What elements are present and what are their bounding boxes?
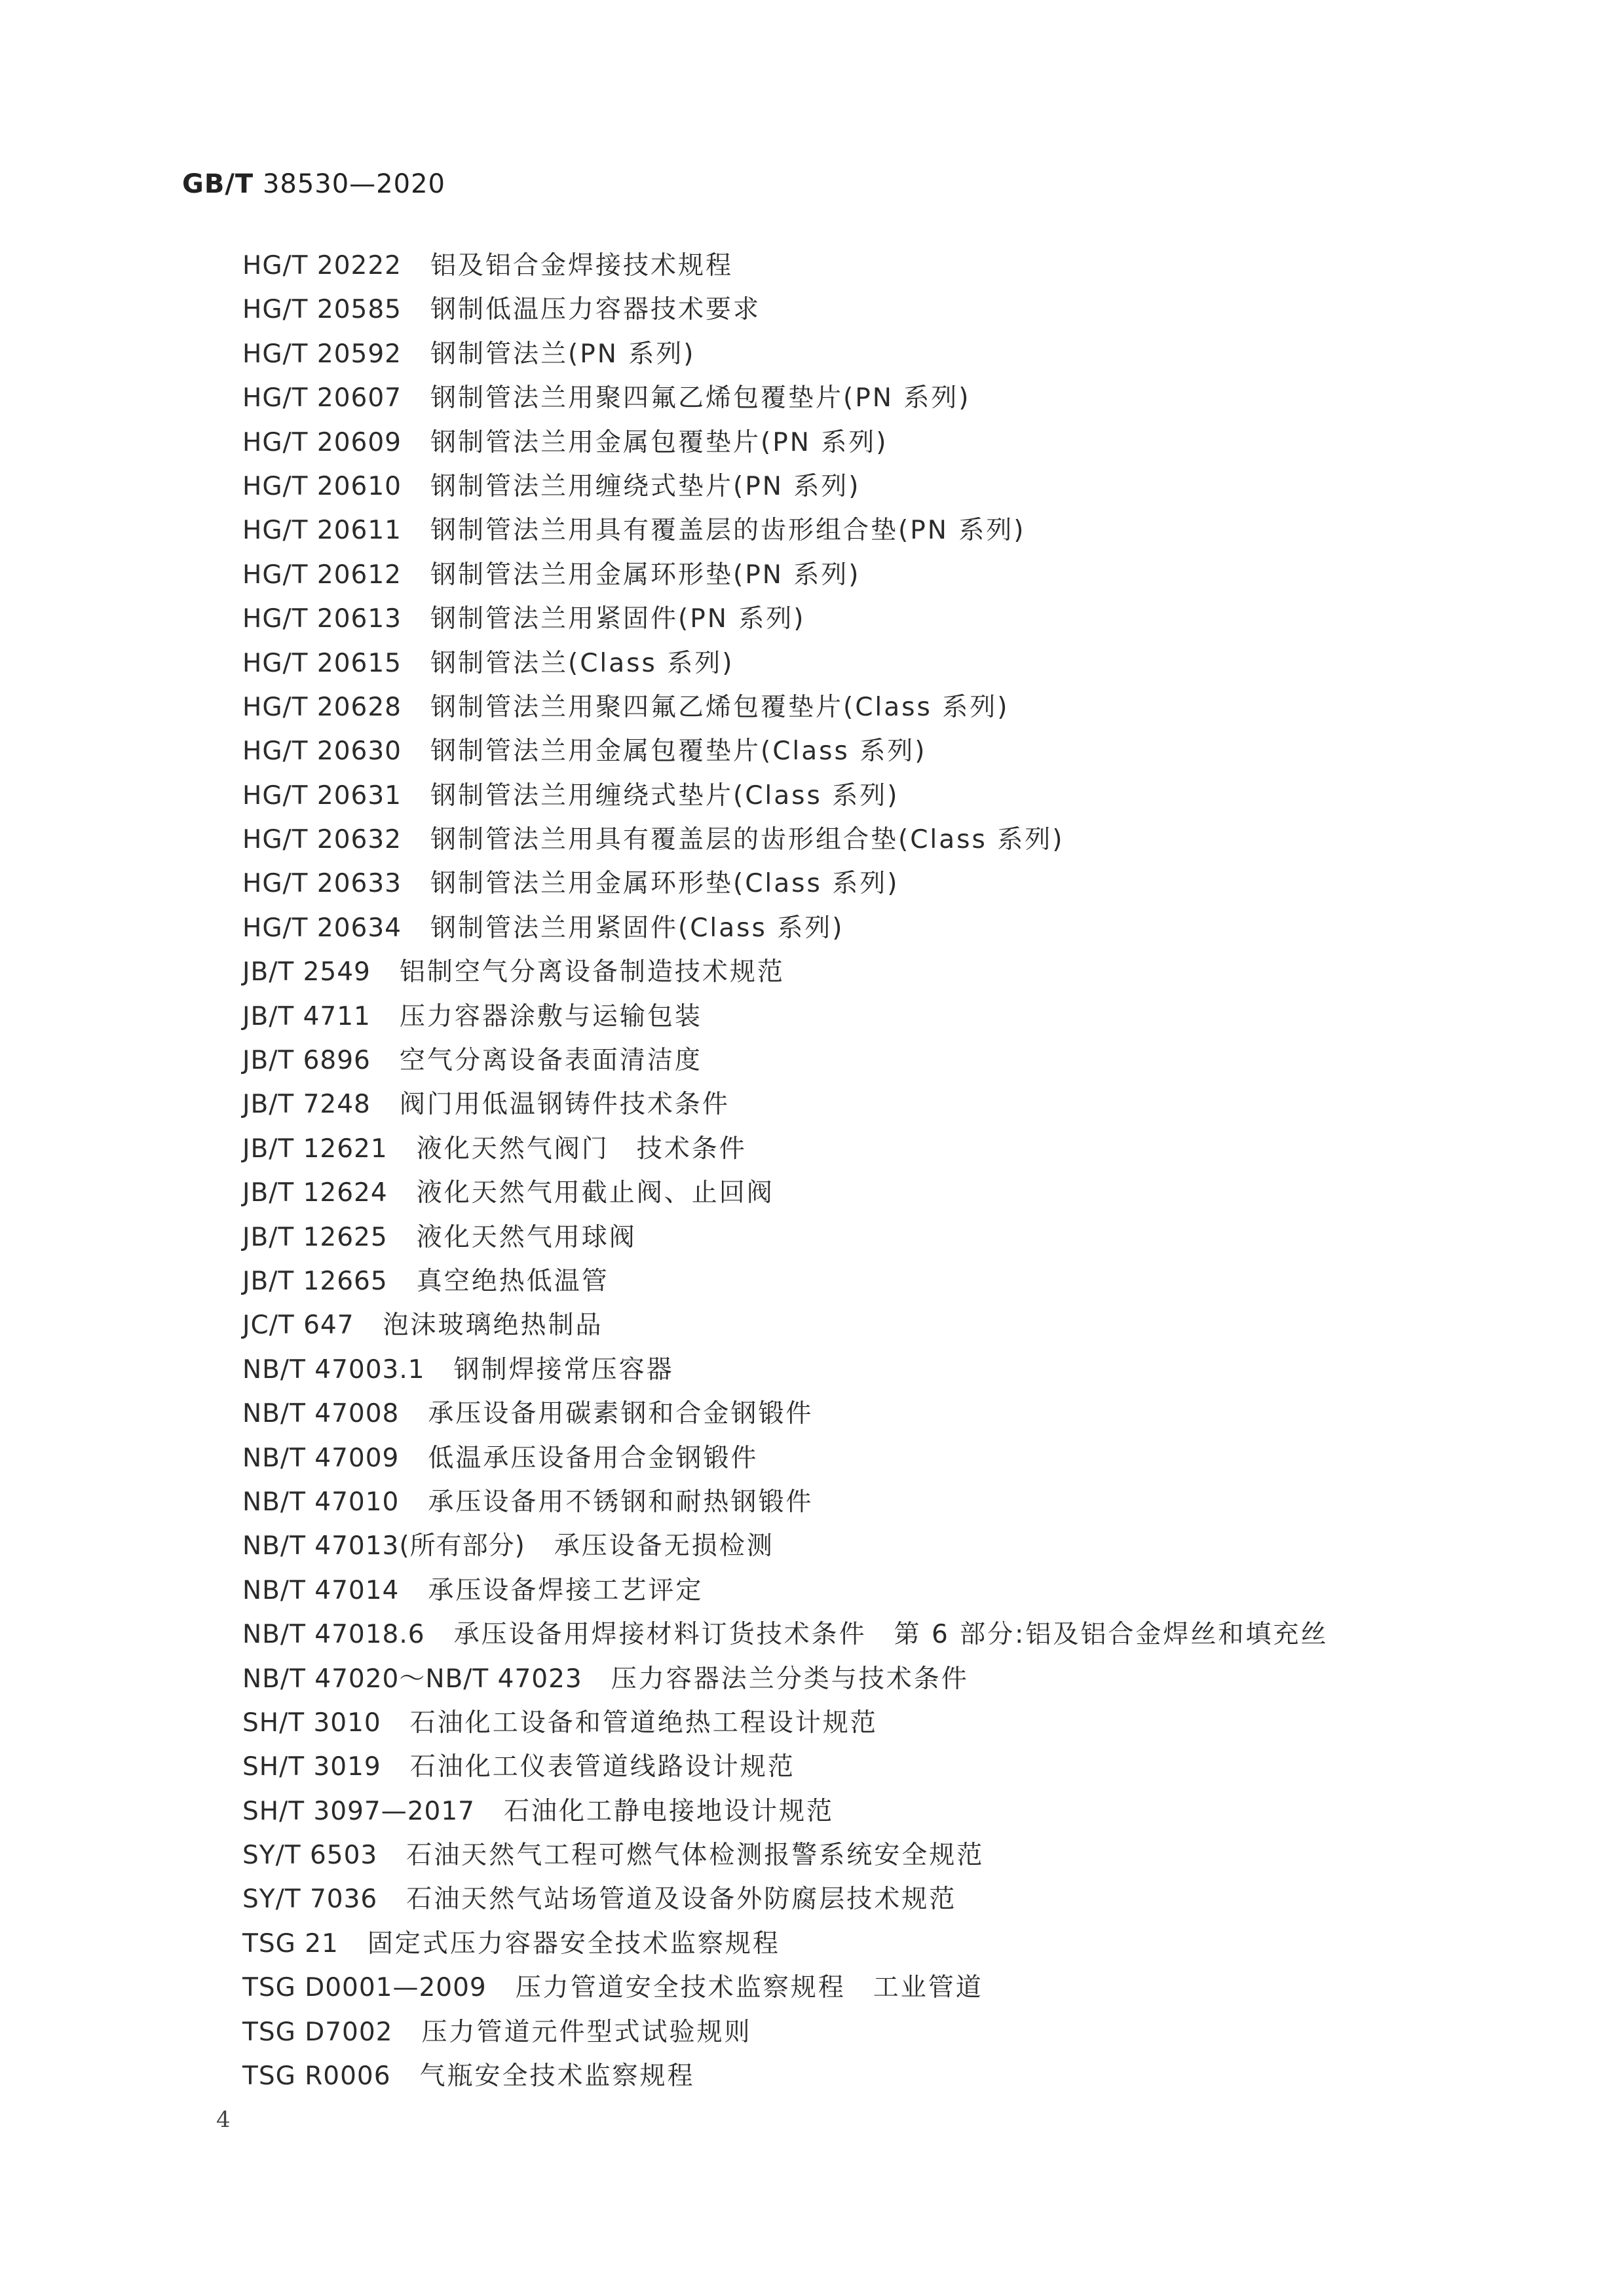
reference-title: 钢制管法兰用聚四氟乙烯包覆垫片(Class 系列) bbox=[430, 692, 1010, 722]
reference-item bbox=[242, 1877, 1553, 1921]
reference-title: 承压设备用碳素钢和合金钢锻件 bbox=[428, 1399, 814, 1429]
reference-title: 钢制管法兰用具有覆盖层的齿形组合垫(PN 系列) bbox=[430, 516, 1026, 546]
reference-standard-number: TSG D0001—2009 bbox=[242, 1973, 487, 2003]
reference-title: 石油天然气站场管道及设备外防腐层技术规范 bbox=[406, 1885, 957, 1915]
reference-item bbox=[242, 465, 1553, 508]
reference-title: 铝制空气分离设备制造技术规范 bbox=[399, 957, 785, 987]
reference-standard-number: HG/T 20634 bbox=[242, 913, 402, 943]
reference-standard-number: HG/T 20612 bbox=[242, 560, 402, 590]
reference-title: 液化天然气用球阀 bbox=[416, 1222, 637, 1252]
reference-standard-number: HG/T 20609 bbox=[242, 427, 402, 457]
page-number: 4 bbox=[216, 2107, 231, 2133]
reference-title: 钢制管法兰用具有覆盖层的齿形组合垫(Class 系列) bbox=[430, 825, 1065, 855]
reference-item bbox=[242, 421, 1553, 465]
reference-item bbox=[242, 1966, 1553, 2010]
reference-title: 石油化工静电接地设计规范 bbox=[503, 1796, 834, 1826]
reference-item bbox=[242, 1171, 1553, 1215]
reference-standard-number: HG/T 20633 bbox=[242, 869, 402, 899]
reference-item bbox=[242, 818, 1553, 862]
reference-item bbox=[242, 1436, 1553, 1480]
reference-standard-number: HG/T 20632 bbox=[242, 825, 402, 855]
reference-title: 钢制低温压力容器技术要求 bbox=[430, 295, 761, 325]
reference-item bbox=[242, 906, 1553, 950]
reference-item bbox=[242, 862, 1553, 906]
reference-title: 石油化工设备和管道绝热工程设计规范 bbox=[409, 1708, 878, 1738]
reference-item bbox=[242, 1392, 1553, 1436]
reference-item bbox=[242, 553, 1553, 597]
reference-item bbox=[242, 1303, 1553, 1347]
reference-item bbox=[242, 332, 1553, 376]
reference-title: 压力管道安全技术监察规程 工业管道 bbox=[515, 1973, 983, 2003]
reference-item bbox=[242, 288, 1553, 332]
reference-standard-number: HG/T 20222 bbox=[242, 251, 402, 280]
reference-title: 压力管道元件型式试验规则 bbox=[421, 2017, 752, 2047]
reference-item bbox=[242, 1613, 1553, 1656]
standard-number: 38530—2020 bbox=[262, 169, 445, 199]
reference-standard-number: TSG D7002 bbox=[242, 2017, 393, 2047]
reference-standard-number: TSG R0006 bbox=[242, 2061, 391, 2092]
reference-title: 钢制管法兰用缠绕式垫片(PN 系列) bbox=[430, 471, 861, 501]
reference-item bbox=[242, 774, 1553, 818]
reference-title: 液化天然气阀门 技术条件 bbox=[416, 1134, 747, 1164]
reference-title: 压力容器涂敷与运输包装 bbox=[399, 1001, 702, 1031]
reference-item bbox=[242, 597, 1553, 641]
reference-standard-number: JB/T 12621 bbox=[242, 1134, 388, 1164]
reference-standard-number: SH/T 3010 bbox=[242, 1708, 381, 1738]
reference-standard-number: JB/T 12665 bbox=[242, 1266, 388, 1296]
reference-title: 钢制管法兰用缠绕式垫片(Class 系列) bbox=[430, 780, 899, 811]
reference-title: 钢制管法兰用金属包覆垫片(Class 系列) bbox=[430, 737, 927, 767]
reference-title: 承压设备焊接工艺评定 bbox=[428, 1575, 704, 1605]
reference-title: 石油化工仪表管道线路设计规范 bbox=[409, 1752, 795, 1782]
reference-standard-number: SH/T 3019 bbox=[242, 1752, 381, 1782]
reference-standard-number: HG/T 20613 bbox=[242, 604, 402, 634]
reference-title: 钢制管法兰(Class 系列) bbox=[430, 648, 734, 678]
reference-title: 钢制管法兰用金属环形垫(Class 系列) bbox=[430, 869, 899, 899]
reference-standard-number: TSG 21 bbox=[242, 1928, 339, 1959]
reference-title: 钢制管法兰用紧固件(Class 系列) bbox=[430, 913, 844, 943]
reference-item bbox=[242, 1348, 1553, 1392]
reference-title: 气瓶安全技术监察规程 bbox=[419, 2061, 695, 2092]
reference-title: 承压设备无损检测 bbox=[554, 1531, 774, 1561]
reference-standard-number: NB/T 47014 bbox=[242, 1575, 400, 1605]
reference-standard-number: JB/T 12624 bbox=[242, 1178, 388, 1208]
reference-title: 承压设备用焊接材料订货技术条件 第 6 部分:铝及铝合金焊丝和填充丝 bbox=[453, 1620, 1329, 1650]
reference-item bbox=[242, 2054, 1553, 2098]
reference-title: 石油天然气工程可燃气体检测报警系统安全规范 bbox=[406, 1841, 985, 1871]
standard-code: GB/T bbox=[182, 169, 254, 199]
reference-item bbox=[242, 729, 1553, 773]
reference-item bbox=[242, 376, 1553, 420]
reference-standard-number: HG/T 20615 bbox=[242, 648, 402, 678]
reference-standard-number: NB/T 47009 bbox=[242, 1443, 400, 1473]
reference-title: 压力容器法兰分类与技术条件 bbox=[611, 1664, 969, 1694]
reference-item bbox=[242, 950, 1553, 994]
reference-standard-number: SY/T 7036 bbox=[242, 1885, 378, 1915]
reference-item bbox=[242, 1789, 1553, 1833]
reference-item bbox=[242, 1657, 1553, 1701]
reference-standard-number: HG/T 20611 bbox=[242, 516, 402, 546]
reference-item bbox=[242, 685, 1553, 729]
reference-standard-number: JC/T 647 bbox=[242, 1311, 354, 1341]
reference-item bbox=[242, 1833, 1553, 1877]
reference-standard-number: JB/T 4711 bbox=[242, 1001, 371, 1031]
reference-title: 空气分离设备表面清洁度 bbox=[399, 1046, 702, 1076]
reference-standard-number: HG/T 20592 bbox=[242, 339, 402, 369]
reference-item bbox=[242, 1215, 1553, 1259]
reference-standard-number: SH/T 3097—2017 bbox=[242, 1796, 475, 1826]
reference-title: 钢制管法兰用金属环形垫(PN 系列) bbox=[430, 560, 861, 590]
reference-item bbox=[242, 1524, 1553, 1568]
reference-standard-number: NB/T 47003.1 bbox=[242, 1354, 425, 1385]
reference-item bbox=[242, 1039, 1553, 1082]
reference-title: 钢制焊接常压容器 bbox=[453, 1354, 674, 1385]
reference-standard-number: NB/T 47013(所有部分) bbox=[242, 1531, 525, 1561]
reference-item bbox=[242, 1127, 1553, 1171]
reference-standard-number: HG/T 20610 bbox=[242, 471, 402, 501]
reference-title: 铝及铝合金焊接技术规程 bbox=[430, 251, 733, 280]
reference-standard-number: NB/T 47010 bbox=[242, 1487, 400, 1517]
reference-title: 钢制管法兰用聚四氟乙烯包覆垫片(PN 系列) bbox=[430, 383, 971, 413]
reference-title: 承压设备用不锈钢和耐热钢锻件 bbox=[428, 1487, 814, 1517]
reference-standard-number: NB/T 47018.6 bbox=[242, 1620, 425, 1650]
reference-item bbox=[242, 1701, 1553, 1745]
reference-title: 固定式压力容器安全技术监察规程 bbox=[367, 1928, 780, 1959]
reference-item bbox=[242, 1082, 1553, 1126]
reference-standard-number: JB/T 6896 bbox=[242, 1046, 371, 1076]
reference-title: 真空绝热低温管 bbox=[416, 1266, 609, 1296]
normative-references-list bbox=[242, 244, 1553, 2098]
reference-item bbox=[242, 641, 1553, 685]
reference-item bbox=[242, 995, 1553, 1039]
reference-item bbox=[242, 1922, 1553, 1966]
reference-item bbox=[242, 1569, 1553, 1613]
reference-title: 钢制管法兰用金属包覆垫片(PN 系列) bbox=[430, 427, 888, 457]
reference-standard-number: NB/T 47020～NB/T 47023 bbox=[242, 1664, 582, 1694]
reference-title: 低温承压设备用合金钢锻件 bbox=[428, 1443, 759, 1473]
reference-item bbox=[242, 244, 1553, 288]
reference-item bbox=[242, 1480, 1553, 1524]
reference-item bbox=[242, 1259, 1553, 1303]
reference-standard-number: JB/T 12625 bbox=[242, 1222, 388, 1252]
reference-standard-number: JB/T 2549 bbox=[242, 957, 371, 987]
reference-standard-number: HG/T 20630 bbox=[242, 737, 402, 767]
reference-standard-number: SY/T 6503 bbox=[242, 1841, 378, 1871]
reference-title: 泡沫玻璃绝热制品 bbox=[383, 1311, 603, 1341]
reference-item bbox=[242, 1745, 1553, 1789]
reference-title: 钢制管法兰用紧固件(PN 系列) bbox=[430, 604, 806, 634]
reference-title: 阀门用低温钢铸件技术条件 bbox=[399, 1090, 730, 1120]
reference-title: 液化天然气用截止阀、止回阀 bbox=[416, 1178, 774, 1208]
reference-standard-number: HG/T 20585 bbox=[242, 295, 402, 325]
reference-standard-number: HG/T 20607 bbox=[242, 383, 402, 413]
document-header bbox=[182, 169, 445, 199]
reference-title: 钢制管法兰(PN 系列) bbox=[430, 339, 696, 369]
reference-standard-number: JB/T 7248 bbox=[242, 1090, 371, 1120]
reference-standard-number: HG/T 20631 bbox=[242, 780, 402, 811]
reference-item bbox=[242, 508, 1553, 552]
reference-standard-number: HG/T 20628 bbox=[242, 692, 402, 722]
reference-standard-number: NB/T 47008 bbox=[242, 1399, 400, 1429]
reference-item bbox=[242, 2010, 1553, 2054]
